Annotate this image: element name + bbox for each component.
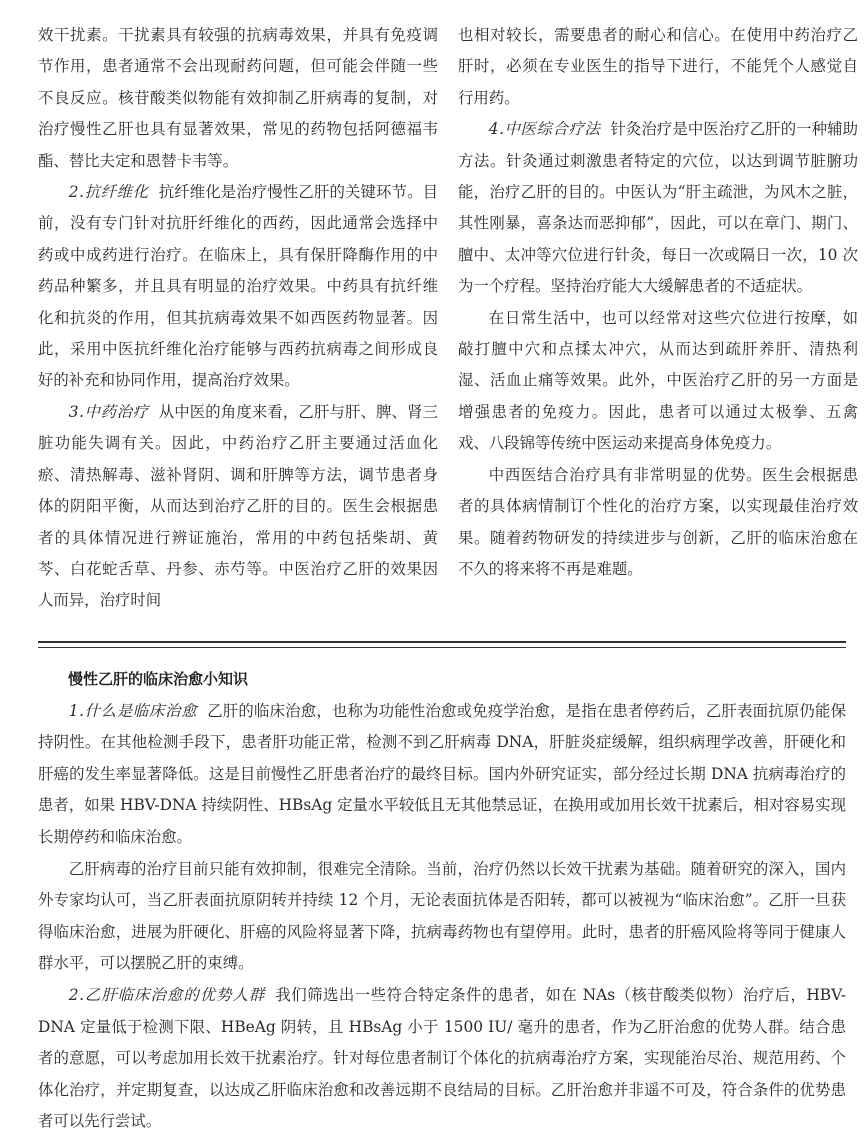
section-heading: 4.中医综合疗法 — [488, 120, 601, 139]
section-tcm-therapy — [458, 114, 858, 302]
divider-thin — [38, 647, 846, 648]
section-text: 抗纤维化是治疗慢性乙肝的关键环节。目前，没有专门针对抗肝纤维化的西药，因此通常会选择中药或中成药进行治疗。在临床上，具有保肝降酶作用的中药品种繁多，并且具有明显的治疗效果。中药具有抗纤维化和抗炎的作用，但其抗病毒效果不如西医药物显著。因此，采用中医抗纤维化治疗能够与西药抗病毒之间形成良好的补充和协同作用，提高治疗效果。 — [38, 183, 438, 390]
section-heading: 2.抗纤维化 — [68, 183, 149, 202]
knowledge-box — [38, 664, 846, 1138]
section-heading: 3.中药治疗 — [68, 402, 149, 421]
right-column — [458, 20, 858, 585]
paragraph: 效干扰素。干扰素具有较强的抗病毒效果，并具有免疫调节作用，患者通常不会出现耐药问题，但可能会伴随一些不良反应。核苷酸类似物能有效抑制乙肝病毒的复制，对治疗慢性乙肝也具有显著效果，常见的药物包括阿德福韦酯、替比夫定和恩替卡韦等。 — [38, 26, 438, 170]
section-text: 乙肝的临床治愈，也称为功能性治愈或免疫学治愈，是指在患者停药后，乙肝表面抗原仍能保持阴性。在其他检测手段下，患者肝功能正常，检测不到乙肝病毒 DNA，肝脏炎症缓解，组织病理学改善，肝硬化和肝癌的发生率显著降低。这是目前慢性乙肝患者治疗的最终目标。国内外研究证实，部分经过长期 DNA 抗病毒治疗的患者，如果 HBV-DNA 持续阴性、HBsAg 定量水平较低且无其他禁忌证，在换用或加用长效干扰素后，相对容易实现长期停药和临床治愈。 — [38, 701, 846, 846]
paragraph: 中西医结合治疗具有非常明显的优势。医生会根据患者的具体病情制订个性化的治疗方案，以实现最佳治疗效果。随着药物研发的持续进步与创新，乙肝的临床治愈在不久的将来将不再是难题。 — [458, 465, 858, 578]
divider-thick — [38, 641, 846, 643]
paragraph: 也相对较长，需要患者的耐心和信心。在使用中药治疗乙肝时，必须在专业医生的指导下进行，不能凭个人感觉自行用药。 — [458, 26, 858, 107]
paragraph: 在日常生活中，也可以经常对这些穴位进行按摩，如敲打膻中穴和点揉太冲穴，从而达到疏肝养肝、清热利湿、活血止痛等效果。此外，中医治疗乙肝的另一方面是增强患者的免疫力。因此，患者可以通过太极拳、五禽戏、八段锦等传统中医运动来提高身体免疫力。 — [458, 308, 858, 453]
section-advantaged-group — [38, 980, 846, 1138]
section-herbal-treatment — [38, 397, 438, 617]
section-text: 我们筛选出一些符合特定条件的患者，如在 NAs（核苷酸类似物）治疗后，HBV-DNA 定量低于检测下限、HBeAg 阴转，且 HBsAg 小于 1500 IU/ 毫升的患者，作为乙肝治愈的优势人群。结合患者的意愿，可以考虑加用长效干扰素治疗。针对每位患者制订个体化的抗病毒治疗方案，实现能治尽治、规范用药、个体化治疗，并定期复查，以达成乙肝临床治愈和改善远期不良结局的目标。乙肝治愈并非遥不可及，符合条件的优势患者可以先行尝试。 — [38, 985, 846, 1131]
box-title: 慢性乙肝的临床治愈小知识 — [68, 670, 249, 688]
section-anti-fibrosis — [38, 177, 438, 397]
section-text: 从中医的角度来看，乙肝与肝、脾、肾三脏功能失调有关。因此，中药治疗乙肝主要通过活血化瘀、清热解毒、滋补肾阴、调和肝脾等方法，调节患者身体的阴阳平衡，从而达到治疗乙肝的目的。医生会根据患者的具体情况进行辨证施治，常用的中药包括柴胡、黄芩、白花蛇舌草、丹参、赤芍等。中医治疗乙肝的效果因人而异，治疗时间 — [38, 402, 438, 610]
section-heading: 1.什么是临床治愈 — [68, 701, 198, 720]
left-column — [38, 20, 438, 617]
section-text: 针灸治疗是中医治疗乙肝的一种辅助方法。针灸通过刺激患者特定的穴位，以达到调节脏腑功能，治疗乙肝的目的。中医认为“肝主疏泄，为风木之脏，其性刚暴，喜条达而恶抑郁”，因此，可以在章门、期门、膻中、太冲等穴位进行针灸，每日一次或隔日一次，10 次为一个疗程。坚持治疗能大大缓解患者的不适症状。 — [458, 120, 858, 296]
section-clinical-cure — [38, 696, 846, 854]
paragraph: 乙肝病毒的治疗目前只能有效抑制，很难完全清除。当前，治疗仍然以长效干扰素为基础。随着研究的深入，国内外专家均认可，当乙肝表面抗原阴转并持续 12 个月，无论表面抗体是否阳转，都可以被视为“临床治愈”。乙肝一旦获得临床治愈，进展为肝硬化、肝癌的风险将显著下降，抗病毒药物也有望停用。此时，患者的肝癌风险将等同于健康人群水平，可以摆脱乙肝的束缚。 — [38, 859, 846, 973]
section-heading: 2.乙肝临床治愈的优势人群 — [68, 985, 266, 1004]
